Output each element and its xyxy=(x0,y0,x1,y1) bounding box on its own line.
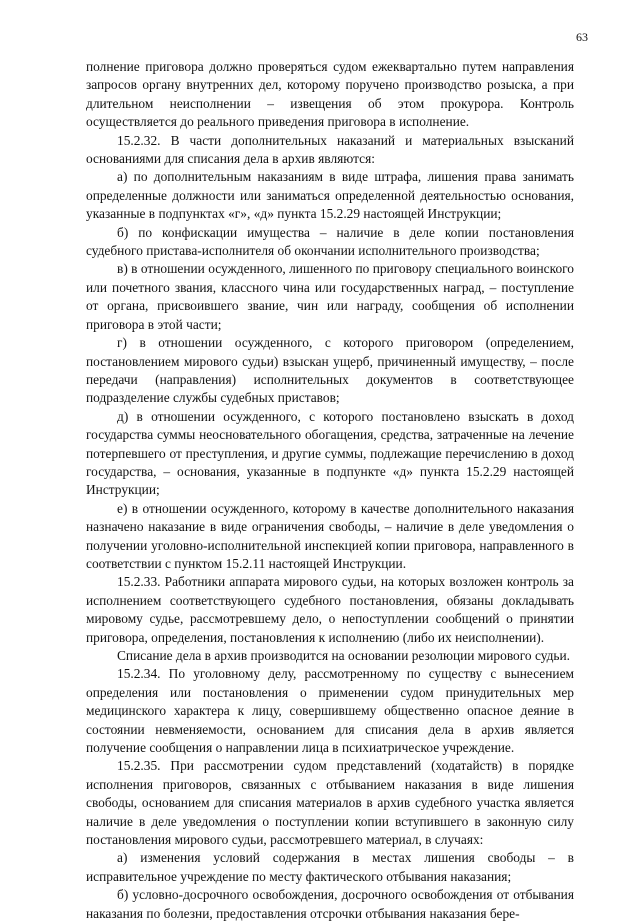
paragraph-continuation: полнение приговора должно проверяться судом ежеквартально путем направления запросов органу внутренних дел, которому поручено производство розыска, а при длительном неисполнении – извещения об этом прокурора. Контроль осуществляется до реального приведения приговора в исполнение. xyxy=(86,59,574,130)
page-number: 63 xyxy=(576,30,588,44)
paragraph-item-e: е) в отношении осужденного, которому в качестве дополнительного наказания назначено наказание в виде ограничения свободы, – наличие в деле уведомления о получении уголовно-исполнительной инспекцией копии приговора, направленного в соответствии с пунктом 15.2.11 настоящей Инструкции. xyxy=(86,500,574,571)
paragraph-item-d: д) в отношении осужденного, с которого постановлено взыскать в доход государства суммы неосновательного обогащения, средства, затраченные на лечение потерпевшего от преступления, и другие суммы, подлежащие перечислению в доход государства, – основания, указанные в подпункте «д» пункта 15.2.29 настоящей Инструкции; xyxy=(86,408,574,498)
paragraph-item-b-2: б) условно-досрочного освобождения, досрочного освобождения от отбывания наказания по болезни, предоставления отсрочки отбывания наказания бере- xyxy=(86,887,574,921)
document-body xyxy=(86,58,574,923)
paragraph-item-b: б) по конфискации имущества – наличие в деле копии постановления судебного пристава-исполнителя об окончании исполнительного производства; xyxy=(86,224,574,259)
paragraph-item-g: г) в отношении осужденного, с которого приговором (определением, постановлением мирового судьи) взыскан ущерб, причиненный имуществу, – после передачи (направления) исполнительных документов в соответствующее подразделение службы судебных приставов; xyxy=(86,335,574,406)
paragraph-15-2-32: 15.2.32. В части дополнительных наказаний и материальных взысканий основаниями для списания дела в архив являются: xyxy=(86,132,574,167)
paragraph-item-v: в) в отношении осужденного, лишенного по приговору специального воинского или почетного звания, классного чина или государственных наград, – поступление от органа, присвоившего звание, чин или награду, сообщения об исполнении приговора в этой части; xyxy=(86,261,574,332)
paragraph-item-a: а) по дополнительным наказаниям в виде штрафа, лишения права занимать определенные должности или заниматься определенной деятельностью основания, указанные в подпунктах «г», «д» пункта 15.2.29 настоящей Инструкции; xyxy=(86,169,574,222)
paragraph-15-2-34: 15.2.34. По уголовному делу, рассмотренному по существу с вынесением определения или постановления о применении судом принудительных мер медицинского характера к лицу, совершившему общественно опасное деяние в состоянии невменяемости, основанием для списания дела в архив является получение сообщения о направлении лица в психиатрическое учреждение. xyxy=(86,666,574,756)
paragraph-item-a-2: а) изменения условий содержания в местах лишения свободы – в исправительное учреждение по месту фактического отбывания наказания; xyxy=(86,850,574,884)
paragraph-15-2-35: 15.2.35. При рассмотрении судом представлений (ходатайств) в порядке исполнения приговоров, связанных с отбыванием наказания в виде лишения свободы, основанием для списания материалов в архив судебного участка является наличие в деле уведомления о поступлении копии вступившего в законную силу постановления мирового судьи, рассмотревшего материал, в случаях: xyxy=(86,758,574,848)
paragraph-15-2-33: 15.2.33. Работники аппарата мирового судьи, на которых возложен контроль за исполнением соответствующего судебного постановления, обязаны докладывать мировому судье, рассмотревшему дело, о непоступлении сообщений о принятии приговора, определения, постановления к исполнению (либо их неисполнении). xyxy=(86,574,574,645)
paragraph-archive-resolution: Списание дела в архив производится на основании резолюции мирового судьи. xyxy=(117,648,571,663)
